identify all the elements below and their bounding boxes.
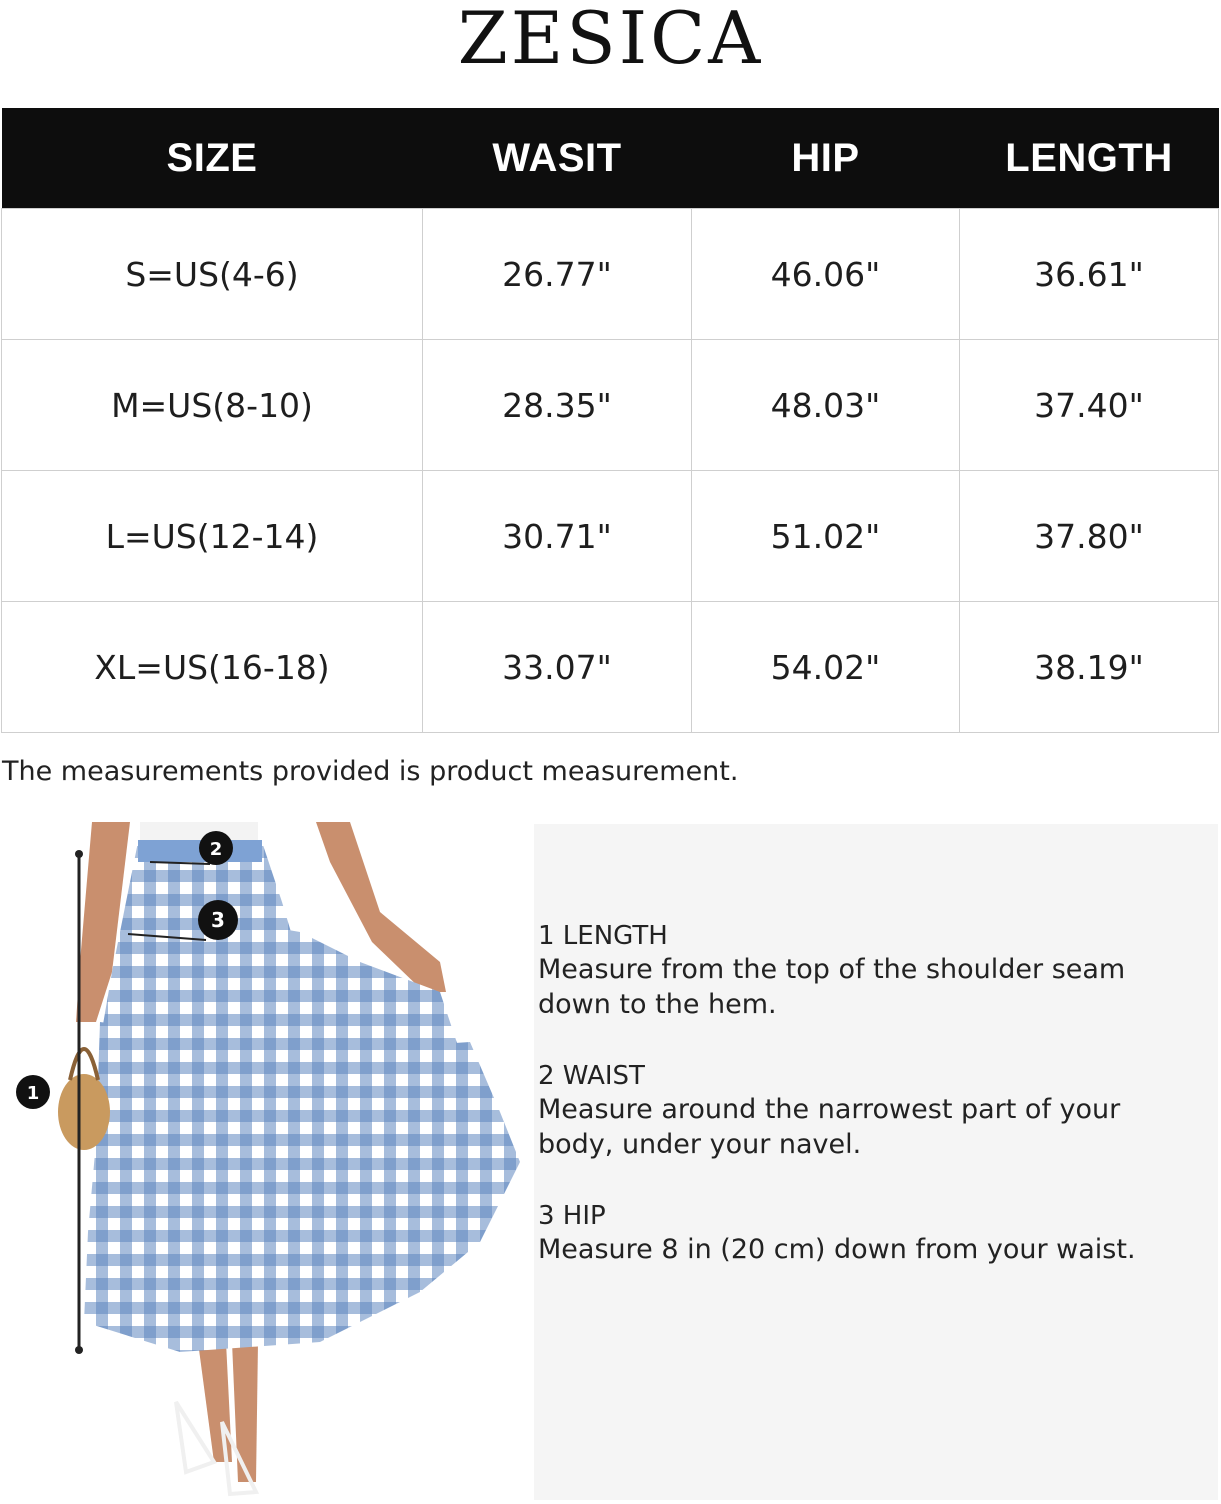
cell-length: 37.40" [960,340,1219,471]
brand-logo: ZESICA [457,0,764,80]
marker-1-label: 1 [26,1083,40,1104]
marker-2-icon [199,831,233,865]
marker-3-icon [198,900,238,940]
cell-hip: 54.02" [692,602,960,733]
header-hip: HIP [692,108,960,209]
guide-length [538,920,1138,1022]
header-size: SIZE [2,108,423,209]
cell-length: 36.61" [960,209,1219,340]
cell-size: S=US(4-6) [2,209,423,340]
guide-title: 1 LENGTH [538,921,668,951]
cell-hip: 46.06" [692,209,960,340]
measurement-note: The measurements provided is product measurement. [2,756,739,787]
header-waist: WASIT [423,108,692,209]
table-row [2,471,1219,602]
marker-1-icon [16,1075,50,1109]
table-row [2,209,1219,340]
header-length: LENGTH [960,108,1219,209]
guide-hip [538,1200,1138,1267]
guide-waist [538,1060,1138,1162]
size-chart-table [1,108,1219,733]
cell-waist: 33.07" [423,602,692,733]
basket-icon [58,1074,110,1150]
marker-2-label: 2 [209,839,223,860]
skirt-illustration [0,822,530,1500]
cell-waist: 26.77" [423,209,692,340]
guide-desc: Measure from the top of the shoulder seam down to the hem. [538,954,1126,1020]
cell-size: L=US(12-14) [2,471,423,602]
table-row [2,340,1219,471]
marker-3-label: 3 [211,908,225,932]
guide-desc: Measure around the narrowest part of your body, under your navel. [538,1094,1121,1160]
cell-hip: 51.02" [692,471,960,602]
guide-title: 3 HIP [538,1201,606,1231]
cell-hip: 48.03" [692,340,960,471]
cell-size: M=US(8-10) [2,340,423,471]
cell-waist: 30.71" [423,471,692,602]
cell-length: 37.80" [960,471,1219,602]
guide-desc: Measure 8 in (20 cm) down from your waist. [538,1234,1136,1265]
table-row [2,602,1219,733]
table-header-row [2,108,1219,209]
skirt-figure [0,822,530,1500]
measure-guide-panel [534,824,1218,1500]
guide-title: 2 WAIST [538,1061,645,1091]
cell-length: 38.19" [960,602,1219,733]
cell-size: XL=US(16-18) [2,602,423,733]
cell-waist: 28.35" [423,340,692,471]
